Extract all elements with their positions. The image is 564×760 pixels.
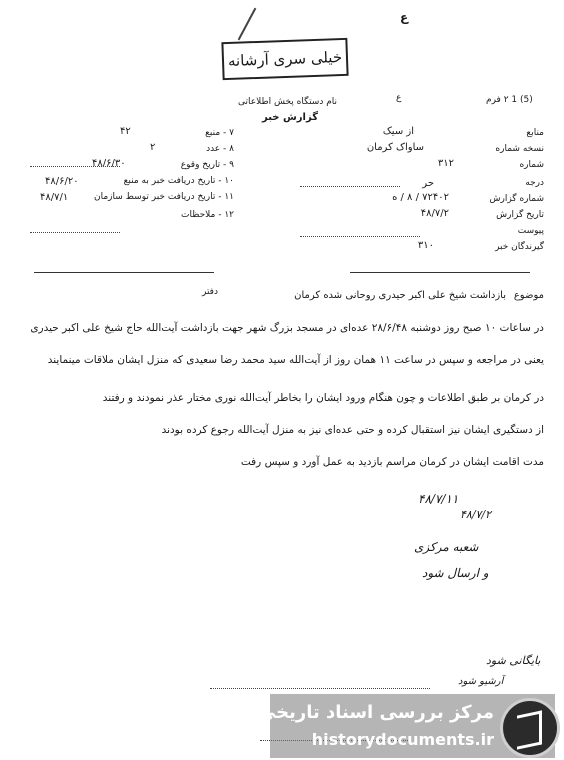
field-label: ۸ - عدد	[206, 144, 234, 154]
watermark-url: historydocuments.ir	[311, 730, 494, 749]
body-line: یعنی در مراجعه و سپس در ساعت ۱۱ همان روز از آیت‌الله سید محمد رضا سعیدی که منزل ایشان ملاقات مینمایند	[47, 354, 544, 366]
field-value: حر	[422, 178, 434, 189]
field-value: ۴۸/۷/۱	[40, 192, 69, 203]
field-label: ۱۲ - ملاحظات	[181, 210, 234, 220]
signature: بایگانی شود	[486, 654, 541, 667]
field-value: ۴۸/۷/۲	[420, 208, 449, 219]
field-value: از سیک	[382, 126, 414, 137]
pen-stroke	[238, 8, 257, 41]
subject-text: بازداشت شیخ علی اکبر حیدری روحانی شده کرمان	[294, 290, 506, 301]
field-label: منابع	[526, 128, 544, 138]
body-line: در کرمان بر طبق اطلاعات و چون هنگام ورود ایشان را بخاطر آیت‌الله نوری مختار عذر نمودند و رفتند	[102, 392, 544, 404]
body-line: در ساعات ۱۰ صبح روز دوشنبه ۲۸/۶/۴۸ عده‌ای در مسجد بزرگ شهر جهت بازداشت آیت‌الله حاج شیخ علی اکبر حیدری	[30, 322, 544, 334]
field-label: ۷ - منبع	[205, 128, 234, 138]
field-value: ساواک کرمان	[366, 142, 424, 153]
field-label: پیوست	[517, 226, 544, 236]
subject-label: موضوع	[513, 290, 544, 301]
watermark-persian: مرکز بررسی اسناد تاریخی	[257, 702, 494, 723]
report-title: گزارش خبر	[262, 112, 319, 123]
field-value: ۴۲	[120, 126, 131, 137]
field-value: ۴۸/۶/۲۰	[45, 176, 79, 187]
form-number-label: (5) 1 ۲ فرم	[486, 95, 533, 105]
dotted-leader	[30, 232, 120, 233]
dotted-leader	[30, 166, 120, 167]
field-label: ۱۱ - تاریخ دریافت خبر توسط سازمان	[93, 192, 234, 202]
field-value: ۷۲۴۰۲ / ۸ / ه	[392, 192, 449, 203]
form-name: نام دستگاه پخش اطلاعاتی	[238, 97, 338, 107]
field-label: شماره	[519, 160, 544, 170]
field-value: ۴۸/۶/۳۰	[92, 158, 126, 169]
field-label: گیرندگان خبر	[495, 242, 544, 252]
dotted-leader	[300, 186, 400, 187]
field-label: ۹ - تاریخ وقوع	[180, 160, 234, 170]
signature: آرشیو شود	[458, 676, 504, 687]
field-label: نسخه شماره	[495, 144, 544, 154]
dotted-leader	[300, 236, 420, 237]
separator-line	[350, 272, 530, 273]
body-line: مدت اقامت ایشان در کرمان مراسم بازدید به عمل آورد و سپس رفت	[240, 456, 544, 468]
field-label: تاریخ گزارش	[496, 210, 544, 220]
field-label: درجه	[525, 178, 544, 188]
field-value: ۳۱۰	[417, 240, 434, 251]
archive-logo-icon	[500, 698, 560, 758]
corner-mark: ع	[400, 10, 409, 24]
body-line: از دستگیری ایشان نیز استقبال کرده و حتی عده‌ای نیز به منزل آیت‌الله رجوع کرده بودند	[161, 424, 544, 436]
classification-stamp: خیلی سری آرشانه	[221, 38, 348, 80]
signature: شعبه مرکزی	[414, 540, 479, 554]
field-label: شماره گزارش	[489, 194, 544, 204]
dotted-leader	[210, 688, 430, 689]
separator-line	[34, 272, 214, 273]
subject-side-label: دفتر	[202, 287, 218, 297]
signature: و ارسال شود	[422, 566, 489, 580]
date-annotation: ۴۸/۷/۲	[460, 508, 492, 521]
form-mark: ع	[396, 93, 402, 103]
date-annotation: ۴۸/۷/۱۱	[418, 492, 459, 506]
field-label: ۱۰ - تاریخ دریافت خبر به منبع	[123, 176, 234, 186]
field-value: ۲	[150, 142, 156, 153]
field-value: ۳۱۲	[437, 158, 454, 169]
